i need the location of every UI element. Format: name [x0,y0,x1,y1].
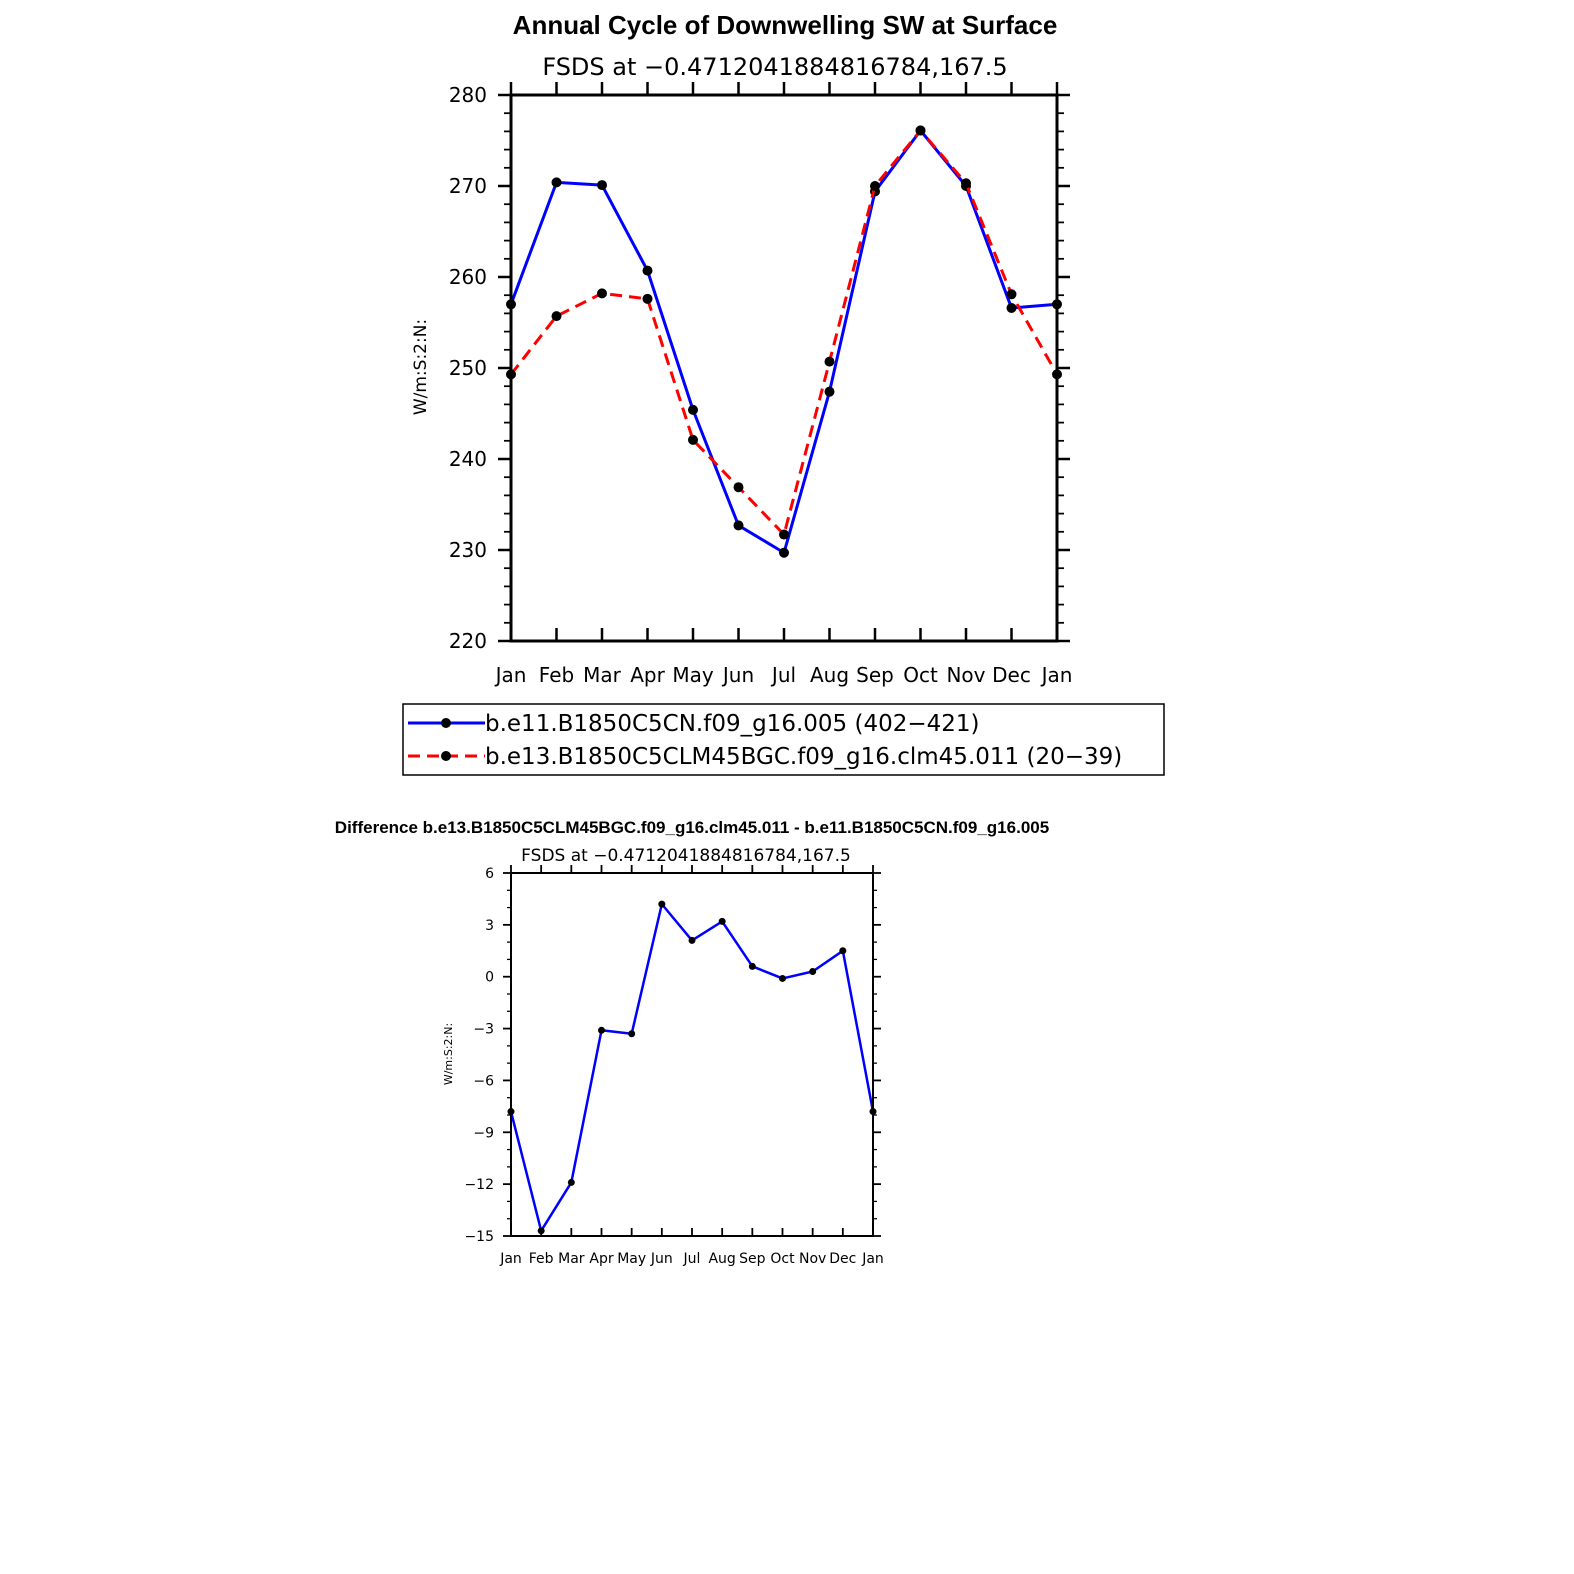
legend-label-series-1: b.e11.B1850C5CN.f09_g16.005 (402−421) [485,711,980,737]
top-series-2-point [1007,289,1017,299]
bot-series-1-point [598,1027,605,1034]
legend [403,704,1164,775]
top-x-tick-label: Jul [771,663,797,687]
bot-y-tick-label: 6 [485,866,494,882]
bot-y-tick-label: −6 [473,1073,494,1090]
bot-y-tick-label: −9 [473,1125,494,1142]
bot-series-1-point [658,901,665,908]
legend-item-series-2 [408,744,1122,770]
difference-chart-y-axis-label: W/m:S:2:N: [442,1022,455,1086]
bot-x-tick-label: Aug [708,1251,736,1267]
bot-y-tick-label: −3 [473,1021,494,1038]
bot-x-tick-label: Oct [770,1251,795,1267]
top-series-2-point [552,311,562,321]
top-chart-series [506,125,1062,557]
difference-chart-x-tick-labels [499,1251,884,1267]
bot-y-tick-label: −12 [464,1177,494,1194]
top-x-tick-label: Jan [1041,663,1073,687]
top-chart-title: Annual Cycle of Downwelling SW at Surface [512,10,1058,40]
top-series-2-point [643,294,653,304]
top-chart-subtitle: FSDS at −0.4712041884816784,167.5 [542,53,1008,81]
top-x-tick-label: Aug [809,663,850,687]
bot-x-tick-label: Feb [528,1251,554,1267]
bot-y-tick-label: 0 [485,969,494,986]
top-series-1-point [734,520,744,530]
top-series-1-point [552,177,562,187]
top-series-1-line [511,130,1057,552]
top-x-tick-label: Sep [856,663,894,687]
top-x-tick-label: Mar [583,663,621,687]
top-series-1-point [597,180,607,190]
bot-series-1-point [779,975,786,982]
top-series-2-point [688,435,698,445]
top-x-tick-label: Oct [903,663,938,687]
top-series-1-point [779,548,789,558]
bot-series-1-point [839,947,846,954]
top-x-tick-label: Apr [630,663,665,687]
bot-x-tick-label: Sep [739,1251,766,1267]
top-chart-y-tick-labels [449,83,487,653]
bot-series-1-point [538,1227,545,1234]
legend-marker-series-1 [441,718,451,728]
bot-y-tick-label: −15 [464,1229,494,1245]
top-y-tick-label: 240 [448,447,487,471]
difference-chart [335,818,1049,1267]
bot-x-tick-label: Jan [500,1251,522,1267]
top-series-2-line [511,130,1057,534]
bot-series-1-point [719,918,726,925]
top-series-2-point [825,357,835,367]
bot-series-1-point [749,963,756,970]
difference-chart-y-tick-labels [464,866,494,1245]
bot-series-1-point [628,1030,635,1037]
top-y-tick-label: 220 [448,629,487,653]
top-series-1-point [643,266,653,276]
bot-series-1-point [568,1179,575,1186]
difference-chart-ticks [503,865,881,1236]
bot-series-1-point [809,968,816,975]
top-chart-y-axis-label: W/m:S:2:N: [411,318,431,416]
bot-x-tick-label: Mar [558,1251,585,1267]
top-x-tick-label: Jan [495,663,527,687]
legend-label-series-2: b.e13.B1850C5CLM45BGC.f09_g16.clm45.011 (20−39) [485,744,1123,770]
bot-x-tick-label: Jun [650,1251,673,1267]
bot-x-tick-label: Jan [862,1251,884,1267]
top-x-tick-label: Jun [722,663,755,687]
top-x-tick-label: May [672,663,714,687]
top-series-2-point [961,178,971,188]
top-y-tick-label: 230 [448,538,487,562]
bot-series-1-line [511,904,873,1231]
bot-y-tick-label: 3 [485,917,494,934]
top-x-tick-label: Feb [538,663,575,687]
top-x-tick-label: Dec [992,663,1031,687]
difference-chart-series [508,901,877,1235]
top-chart [411,10,1072,687]
bot-x-tick-label: May [617,1251,647,1267]
top-y-tick-label: 260 [448,265,487,289]
top-chart-x-tick-labels [494,663,1073,687]
legend-marker-series-2 [441,751,451,761]
top-y-tick-label: 270 [448,174,487,198]
difference-chart-title: Difference b.e13.B1850C5CLM45BGC.f09_g16.clm45.011 - b.e11.B1850C5CN.f09_g16.005 [334,818,1050,837]
bot-x-tick-label: Nov [799,1251,827,1267]
top-y-tick-label: 250 [448,356,487,380]
top-chart-plot-frame [511,95,1057,641]
top-series-2-point [916,125,926,135]
bot-series-1-point [689,937,696,944]
top-series-2-point [597,288,607,298]
bot-x-tick-label: Apr [589,1251,614,1267]
legend-item-series-1 [408,711,980,737]
top-series-2-point [734,482,744,492]
top-series-1-point [1007,303,1017,313]
top-y-tick-label: 280 [448,83,487,107]
difference-chart-subtitle: FSDS at −0.4712041884816784,167.5 [521,846,851,866]
top-x-tick-label: Nov [946,663,986,687]
top-series-1-point [688,405,698,415]
top-series-2-point [779,530,789,540]
difference-chart-plot-frame [511,873,873,1236]
top-series-2-point [870,181,880,191]
bot-x-tick-label: Dec [829,1251,857,1267]
top-series-1-point [825,387,835,397]
bot-x-tick-label: Jul [683,1251,701,1267]
